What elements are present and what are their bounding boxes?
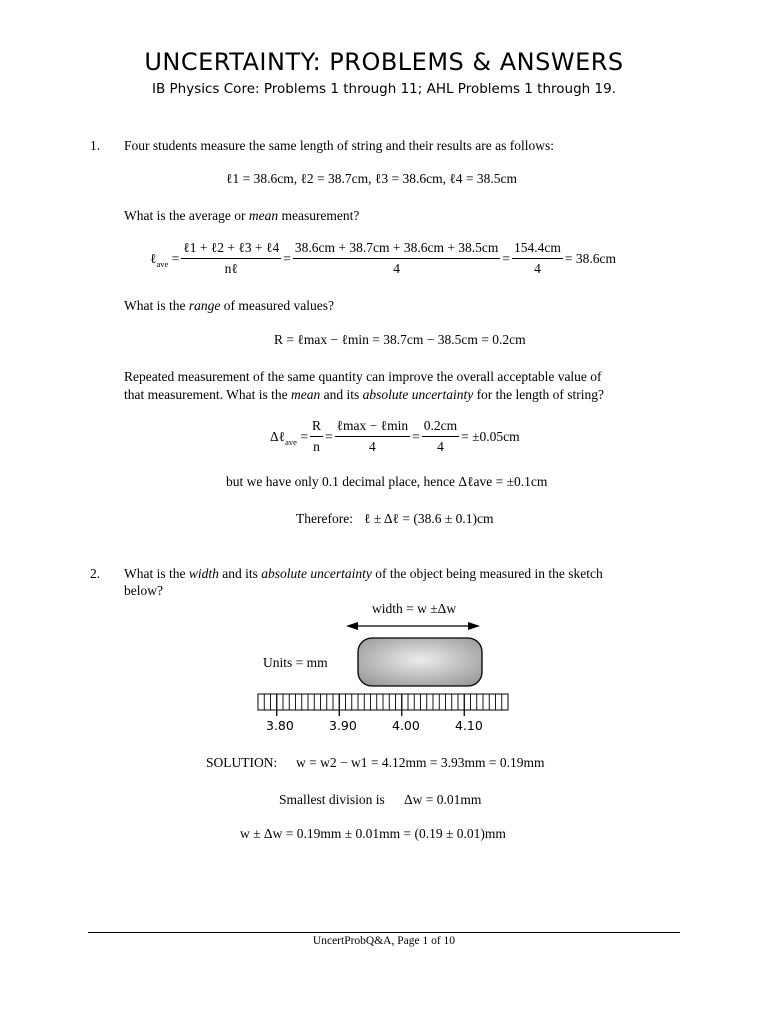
solution-equation: w = w2 − w1 = 4.12mm = 3.93mm = 0.19mm [296, 755, 545, 770]
unc-fraction-r-n: $\frac{R}{n}$ [311, 418, 321, 454]
width-arrow [346, 622, 480, 630]
problem-1-therefore-equation: ℓ ± Δℓ = (38.6 ± 0.1)cm [364, 511, 494, 526]
problem-1-decimal-note: but we have only 0.1 decimal place, hence Δℓave = ±0.1cm [226, 474, 548, 489]
ruler-tick-label: 3.80 [266, 718, 294, 733]
problem-1-therefore-label: Therefore: [296, 511, 353, 526]
problem-1-intro: Four students measure the same length of string and their results are as follows: [124, 138, 555, 153]
problem-1-number: 1. [90, 138, 101, 153]
unc-fraction-max-min: $\frac{\text{ℓmax − ℓmin}}{4}$ [336, 418, 409, 454]
smallest-division-label: Smallest division is [279, 792, 385, 807]
page-footer: UncertProbQ&A, Page 1 of 10 [312, 935, 456, 947]
ruler-tick-label: 4.00 [392, 718, 420, 733]
problem-1-uncertainty-equation: Δℓ$_{ave}$ = $\frac{R}{n}$ = $\frac{\text{ℓmax − ℓmin}}{4}$ = $\frac{0.2cm}{4}$ = ±0.05cm [270, 418, 520, 454]
final-width-equation: w ± Δw = 0.19mm ± 0.01mm = (0.19 ± 0.01)mm [240, 826, 506, 841]
problem-2-question-line-2: below? [124, 583, 163, 598]
problem-1-range-equation: R = ℓmax − ℓmin = 38.7cm − 38.5cm = 0.2cm [274, 332, 526, 347]
page-title: UNCERTAINTY: PROBLEMS & ANSWERS [144, 48, 624, 76]
problem-1-mean-question: What is the average or mean measurement? [124, 208, 360, 223]
ruler-scale [258, 694, 508, 716]
problem-1-measurements: ℓ1 = 38.6cm, ℓ2 = 38.7cm, ℓ3 = 38.6cm, ℓ4 = 38.5cm [226, 171, 518, 186]
problem-1-range-question: What is the range of measured values? [124, 298, 334, 313]
smallest-division-equation: Δw = 0.01mm [404, 792, 482, 807]
mean-fraction-symbolic: $\frac{\text{ℓ1 + ℓ2 + ℓ3 + ℓ4}}{\text{nℓ}}$ [183, 240, 280, 276]
mean-fraction-sum: $\frac{154.4cm}{4}$ [514, 240, 561, 276]
sketch-units-label: Units = mm [263, 655, 328, 670]
mean-fraction-values: $\frac{38.6cm + 38.7cm + 38.6cm + 38.5cm}{4}$ [294, 240, 499, 276]
page-subtitle: IB Physics Core: Problems 1 through 11; AHL Problems 1 through 19. [152, 81, 616, 97]
sketch-width-label: width = w ±Δw [372, 601, 457, 616]
measured-object [358, 638, 482, 686]
footer-rule [88, 932, 680, 933]
problem-1-repeat-line-2: that measurement. What is the mean and its absolute uncertainty for the length of string? [124, 387, 605, 402]
problem-1-mean-equation: ℓ$_{ave}$ = $\frac{\text{ℓ1 + ℓ2 + ℓ3 + ℓ4}}{\text{nℓ}}$ = $\frac{38.6cm + 38.7cm + 38.6cm + 38.5cm}{4}$ = $\frac{154.4cm}{4}$ = 38.6cm [150, 240, 617, 276]
problem-1-repeat-line-1: Repeated measurement of the same quantity can improve the overall acceptable value of [124, 369, 602, 384]
ruler-tick-label: 4.10 [455, 718, 483, 733]
ruler-tick-label: 3.90 [329, 718, 357, 733]
problem-2-number: 2. [90, 566, 101, 581]
unc-fraction-value: $\frac{0.2cm}{4}$ [423, 418, 458, 454]
solution-label: SOLUTION: [206, 755, 278, 770]
problem-2-question-line-1: What is the width and its absolute uncertainty of the object being measured in the sketch [124, 566, 603, 581]
